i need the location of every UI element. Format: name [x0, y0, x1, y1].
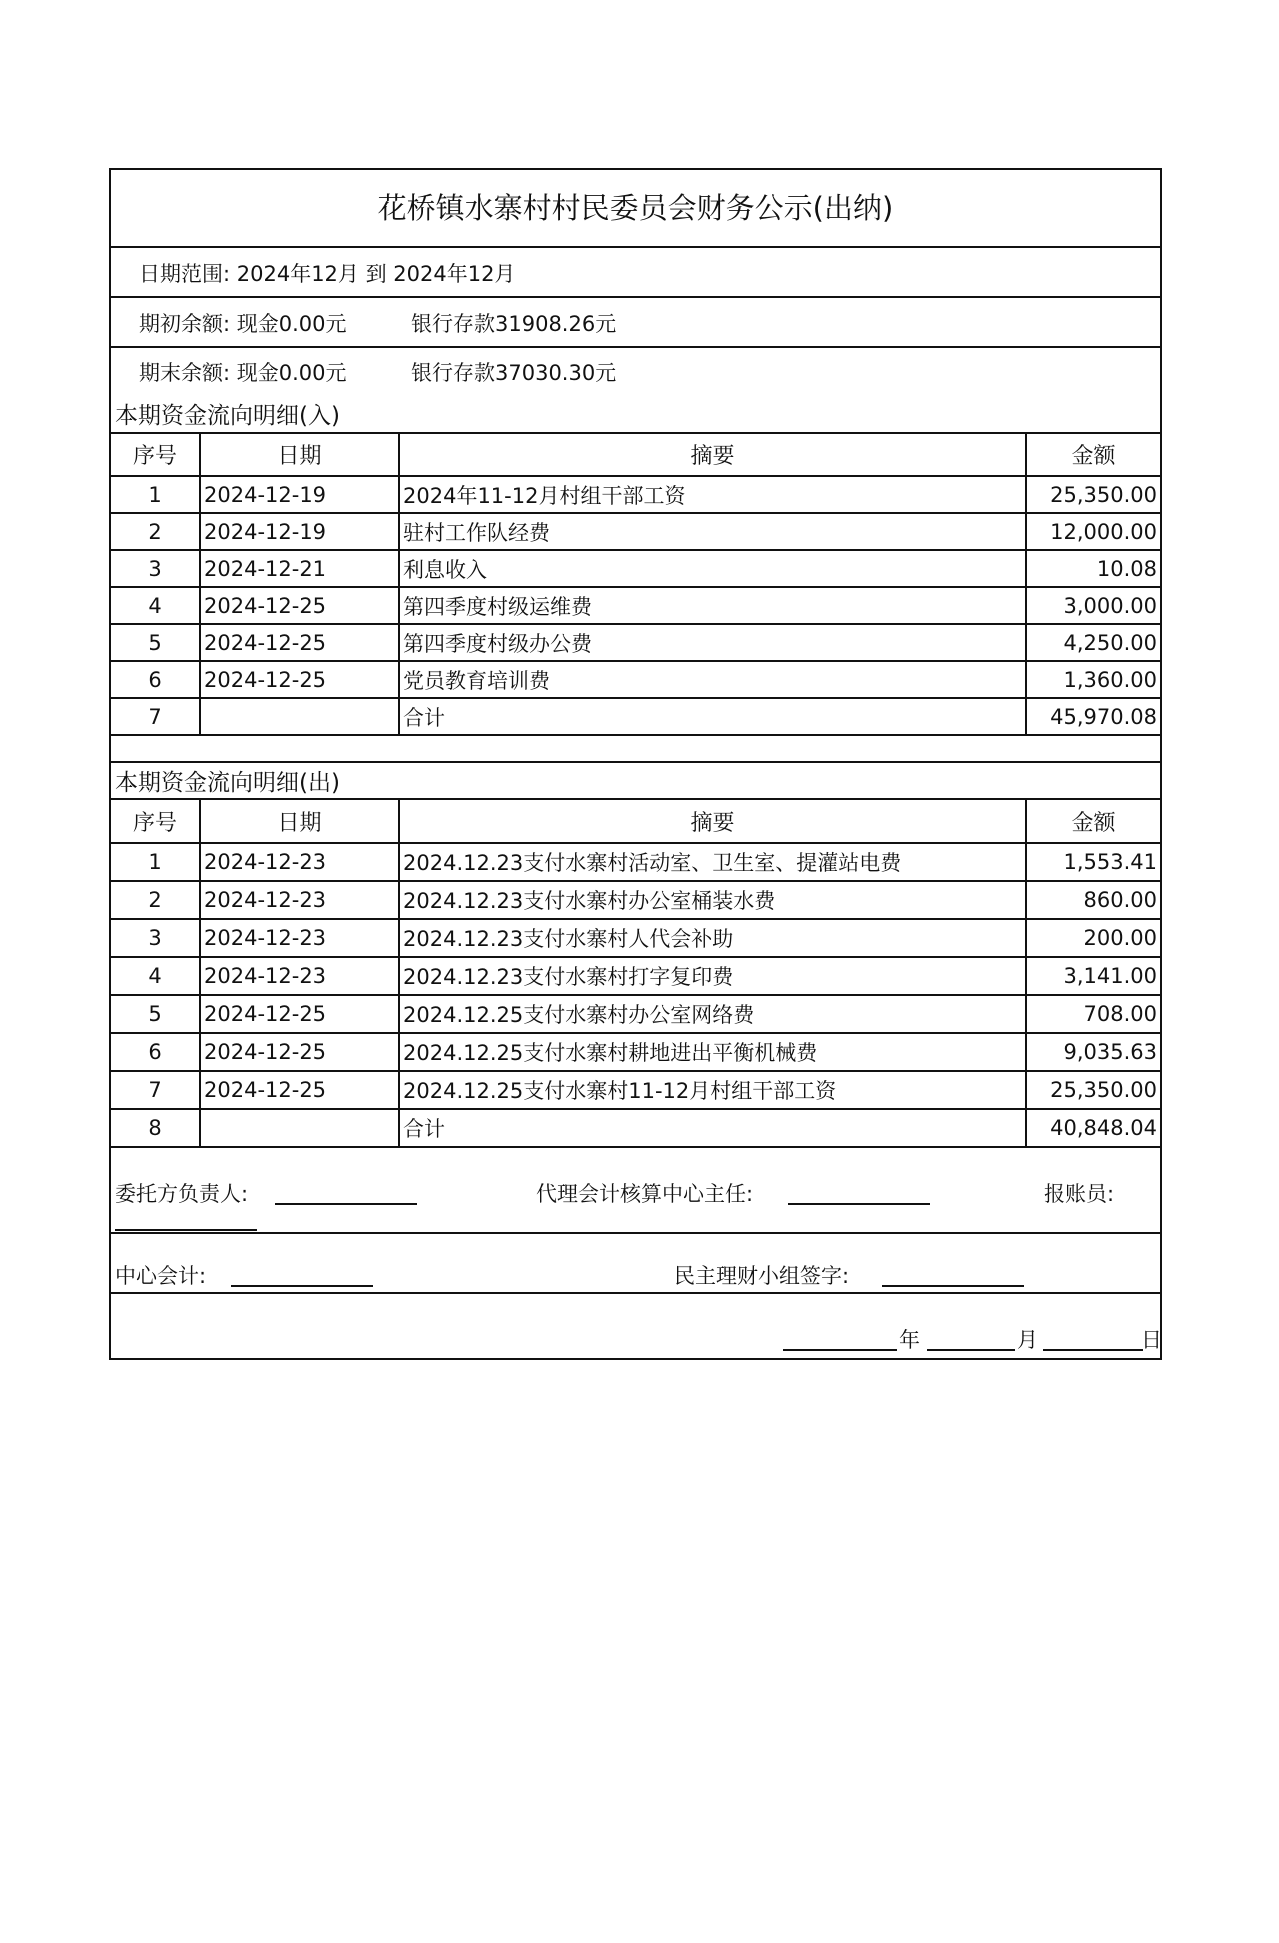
signature-date-row — [111, 1294, 1160, 1358]
row-amount: 25,350.00 — [1026, 1071, 1160, 1109]
row-date: 2024-12-21 — [200, 550, 399, 587]
header-amount: 金额 — [1026, 433, 1160, 476]
row-date: 2024-12-23 — [200, 843, 399, 881]
row-summary: 利息收入 — [399, 550, 1026, 587]
income-row — [111, 624, 1160, 661]
row-summary: 2024.12.23支付水寨村办公室桶装水费 — [399, 881, 1026, 919]
opening-cash: 期初余额: 现金0.00元 — [139, 312, 347, 336]
header-date: 日期 — [200, 799, 399, 843]
row-date: 2024-12-25 — [200, 587, 399, 624]
row-date: 2024-12-19 — [200, 513, 399, 550]
expense-table-body — [111, 799, 1160, 1147]
expense-row — [111, 881, 1160, 919]
opening-bank: 银行存款31908.26元 — [411, 312, 617, 336]
row-summary: 2024.12.23支付水寨村人代会补助 — [399, 919, 1026, 957]
row-amount: 4,250.00 — [1026, 624, 1160, 661]
expense-row — [111, 1109, 1160, 1147]
center-accountant-label: 中心会计: — [115, 1264, 207, 1288]
expense-row — [111, 995, 1160, 1033]
democratic-group-signature-line[interactable] — [882, 1262, 1024, 1287]
income-section-heading: 本期资金流向明细(入) — [115, 403, 340, 429]
year-label: 年 — [899, 1328, 920, 1352]
row-amount: 12,000.00 — [1026, 513, 1160, 550]
header-summary: 摘要 — [399, 433, 1026, 476]
row-number: 2 — [111, 513, 200, 550]
income-table-body — [111, 433, 1160, 735]
expense-header-row — [111, 799, 1160, 843]
row-date — [200, 698, 399, 735]
row-amount: 10.08 — [1026, 550, 1160, 587]
center-director-signature-line[interactable] — [788, 1180, 930, 1205]
row-amount: 45,970.08 — [1026, 698, 1160, 735]
row-number: 5 — [111, 995, 200, 1033]
row-number: 4 — [111, 957, 200, 995]
row-summary: 2024年11-12月村组干部工资 — [399, 476, 1026, 513]
finance-disclosure-sheet — [109, 168, 1162, 1360]
entrusting-party-label: 委托方负责人: — [115, 1182, 249, 1206]
row-summary: 2024.12.23支付水寨村打字复印费 — [399, 957, 1026, 995]
row-date: 2024-12-25 — [200, 661, 399, 698]
row-date: 2024-12-23 — [200, 957, 399, 995]
expense-row — [111, 919, 1160, 957]
page-title: 花桥镇水寨村村民委员会财务公示(出纳) — [111, 170, 1160, 248]
income-row — [111, 476, 1160, 513]
row-summary: 2024.12.25支付水寨村11-12月村组干部工资 — [399, 1071, 1026, 1109]
row-amount: 3,000.00 — [1026, 587, 1160, 624]
row-number: 7 — [111, 698, 200, 735]
row-date: 2024-12-25 — [200, 1033, 399, 1071]
reimburser-label: 报账员: — [1044, 1182, 1115, 1206]
row-summary: 党员教育培训费 — [399, 661, 1026, 698]
closing-balance — [111, 348, 1160, 396]
month-line[interactable] — [927, 1326, 1015, 1351]
row-date: 2024-12-25 — [200, 995, 399, 1033]
row-date: 2024-12-25 — [200, 1071, 399, 1109]
header-date: 日期 — [200, 433, 399, 476]
income-row — [111, 513, 1160, 550]
month-label: 月 — [1017, 1328, 1038, 1352]
row-amount: 9,035.63 — [1026, 1033, 1160, 1071]
expense-row — [111, 843, 1160, 881]
income-header-row — [111, 433, 1160, 476]
row-amount: 1,553.41 — [1026, 843, 1160, 881]
row-summary: 2024.12.25支付水寨村耕地进出平衡机械费 — [399, 1033, 1026, 1071]
row-number: 2 — [111, 881, 200, 919]
row-date: 2024-12-25 — [200, 624, 399, 661]
year-line[interactable] — [783, 1326, 897, 1351]
row-summary: 合计 — [399, 698, 1026, 735]
row-number: 7 — [111, 1071, 200, 1109]
center-director-label: 代理会计核算中心主任: — [536, 1182, 754, 1206]
row-amount: 860.00 — [1026, 881, 1160, 919]
signature-row-1 — [111, 1174, 1160, 1234]
row-number: 4 — [111, 587, 200, 624]
closing-cash: 期末余额: 现金0.00元 — [139, 361, 347, 385]
center-accountant-signature-line[interactable] — [231, 1262, 373, 1287]
header-amount: 金额 — [1026, 799, 1160, 843]
expense-row — [111, 957, 1160, 995]
row-number: 1 — [111, 476, 200, 513]
expense-row — [111, 1071, 1160, 1109]
row-amount: 708.00 — [1026, 995, 1160, 1033]
closing-bank: 银行存款37030.30元 — [411, 361, 617, 385]
entrusting-party-signature-line-2[interactable] — [115, 1206, 257, 1231]
header-no: 序号 — [111, 799, 200, 843]
row-number: 3 — [111, 550, 200, 587]
row-summary: 合计 — [399, 1109, 1026, 1147]
expense-section-heading: 本期资金流向明细(出) — [111, 761, 1160, 798]
date-range: 日期范围: 2024年12月 到 2024年12月 — [111, 248, 1160, 298]
row-number: 1 — [111, 843, 200, 881]
row-number: 8 — [111, 1109, 200, 1147]
row-amount: 1,360.00 — [1026, 661, 1160, 698]
row-summary: 第四季度村级办公费 — [399, 624, 1026, 661]
expense-table — [111, 798, 1160, 1148]
row-summary: 2024.12.23支付水寨村活动室、卫生室、提灌站电费 — [399, 843, 1026, 881]
row-number: 6 — [111, 1033, 200, 1071]
democratic-group-label: 民主理财小组签字: — [674, 1264, 850, 1288]
row-number: 5 — [111, 624, 200, 661]
income-row — [111, 698, 1160, 735]
row-number: 3 — [111, 919, 200, 957]
income-row — [111, 661, 1160, 698]
entrusting-party-signature-line[interactable] — [275, 1180, 417, 1205]
row-date — [200, 1109, 399, 1147]
signature-row-2 — [111, 1234, 1160, 1294]
opening-balance — [111, 298, 1160, 348]
expense-row — [111, 1033, 1160, 1071]
header-no: 序号 — [111, 433, 200, 476]
income-row — [111, 587, 1160, 624]
row-summary: 第四季度村级运维费 — [399, 587, 1026, 624]
row-date: 2024-12-23 — [200, 919, 399, 957]
income-table — [111, 432, 1160, 736]
row-amount: 40,848.04 — [1026, 1109, 1160, 1147]
header-summary: 摘要 — [399, 799, 1026, 843]
row-number: 6 — [111, 661, 200, 698]
day-label: 日 — [1141, 1328, 1162, 1352]
row-summary: 驻村工作队经费 — [399, 513, 1026, 550]
row-date: 2024-12-23 — [200, 881, 399, 919]
row-amount: 3,141.00 — [1026, 957, 1160, 995]
day-line[interactable] — [1043, 1326, 1143, 1351]
income-row — [111, 550, 1160, 587]
row-amount: 200.00 — [1026, 919, 1160, 957]
row-date: 2024-12-19 — [200, 476, 399, 513]
row-amount: 25,350.00 — [1026, 476, 1160, 513]
row-summary: 2024.12.25支付水寨村办公室网络费 — [399, 995, 1026, 1033]
